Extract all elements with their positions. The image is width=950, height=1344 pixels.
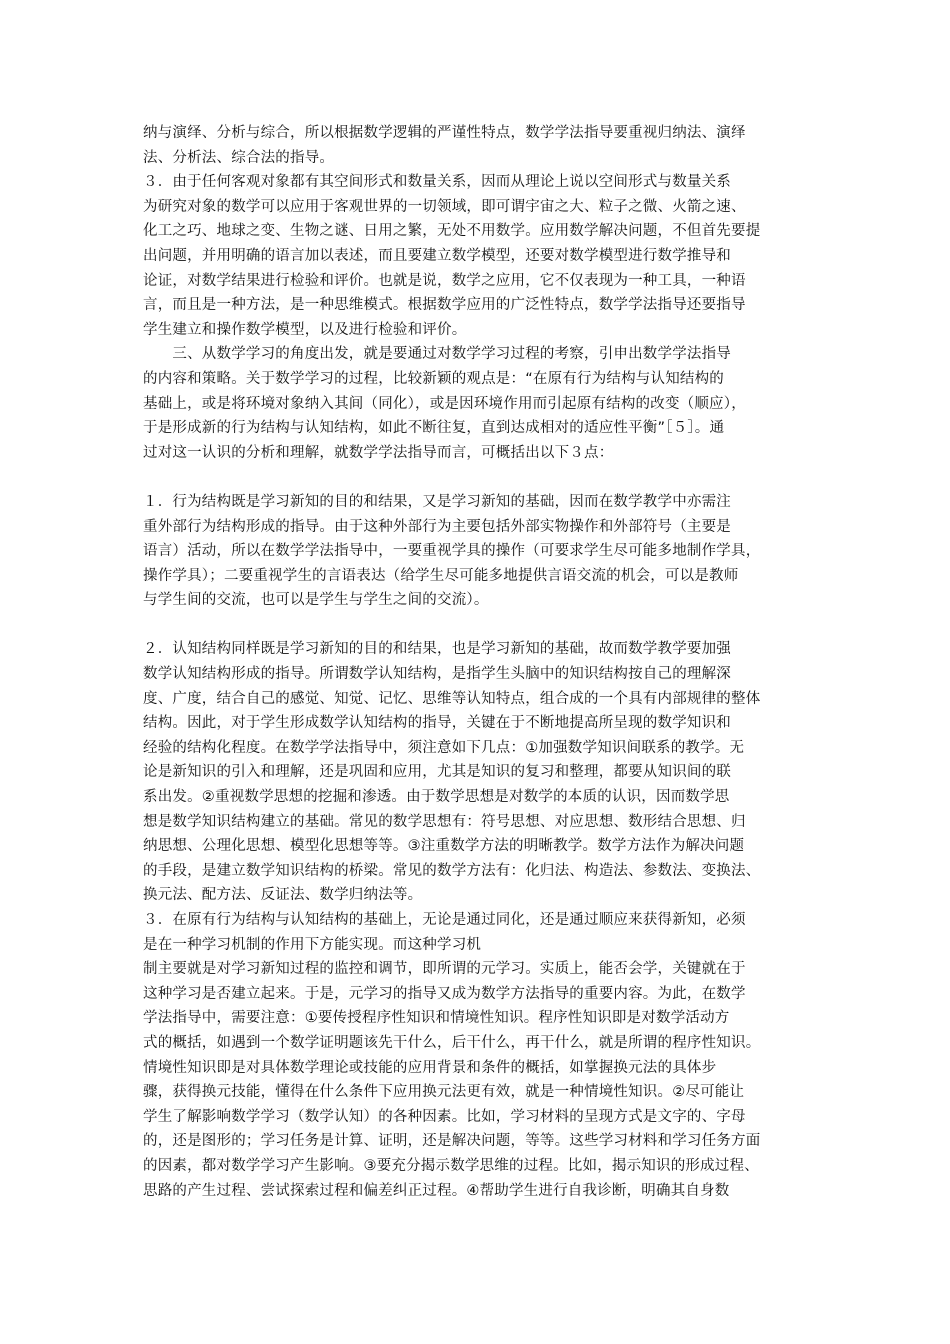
text-line: 与学生间的交流，也可以是学生与学生之间的交流）。 <box>143 592 489 609</box>
text-line: 纳思想、公理化思想、模型化思想等等。③注重数学方法的明晰教学。数学方法作为解决问题 <box>143 838 745 855</box>
text-line: 言，而且是一种方法，是一种思维模式。根据数学应用的广泛性特点，数学学法指导还要指导 <box>143 297 746 314</box>
text-line: 度、广度，结合自己的感觉、知觉、记忆、思维等认知特点，组合成的一个具有内部规律的整体 <box>143 690 761 707</box>
text-line: １．行为结构既是学习新知的目的和结果，又是学习新知的基础，因而在数学教学中亦需注 <box>143 493 731 510</box>
text-line: 的手段，是建立数学知识结构的桥梁。常见的数学方法有：化归法、构造法、参数法、变换法、 <box>143 862 761 879</box>
text-line: 情境性知识即是对具体数学理论或技能的应用背景和条件的概括，如掌握换元法的具体步 <box>143 1059 717 1076</box>
text-line: 论是新知识的引入和理解，还是巩固和应用，尤其是知识的复习和整理，都要从知识间的联 <box>143 764 731 781</box>
text-line: 换元法、配方法、反证法、数学归纳法等。 <box>143 887 423 904</box>
text-line: 结构。因此，对于学生形成数学认知结构的指导，关键在于不断地提高所呈现的数学知识和 <box>143 715 731 732</box>
text-line: 操作学具）；二要重视学生的言语表达（给学生尽可能多地提供言语交流的机会，可以是教师 <box>143 567 739 584</box>
text-line: 思路的产生过程、尝试探索过程和偏差纠正过程。④帮助学生进行自我诊断，明确其自身数 <box>143 1182 730 1199</box>
text-line: 骤，获得换元技能，懂得在什么条件下应用换元法更有效，就是一种情境性知识。②尽可能让 <box>143 1084 745 1101</box>
text-line: 基础上，或是将环境对象纳入其间（同化），或是因环境作用而引起原有结构的改变（顺应）， <box>143 395 746 412</box>
text-line: 经验的结构化程度。在数学学法指导中，须注意如下几点：①加强数学知识间联系的教学。无 <box>143 739 745 756</box>
text-line: 于是形成新的行为结构与认知结构，如此不断往复，直到达成相对的适应性平衡”［５］。通 <box>143 420 725 437</box>
text-line: 纳与演绎、分析与综合，所以根据数学逻辑的严谨性特点，数学学法指导要重视归纳法、演绎 <box>143 125 746 141</box>
document-body <box>143 121 811 1203</box>
text-line: 法、分析法、综合法的指导。 <box>143 149 335 166</box>
text-line: 系出发。②重视数学思想的挖掘和渗透。由于数学思想是对数学的本质的认识，因而数学思 <box>143 789 730 806</box>
text-line: 数学认知结构形成的指导。所谓数学认知结构，是指学生头脑中的知识结构按自己的理解深 <box>143 666 731 683</box>
text-line: 化工之巧、地球之变、生物之谜、日用之繁，无处不用数学。应用数学解决问题，不但首先要提 <box>143 223 761 240</box>
text-line: 是在一种学习机制的作用下方能实现。而这种学习机 <box>143 936 482 953</box>
text-line: 过对这一认识的分析和理解，就数学学法指导而言，可概括出以下３点： <box>143 444 614 461</box>
blank-line <box>143 613 811 638</box>
text-line: ３．在原有行为结构与认知结构的基础上，无论是通过同化，还是通过顺应来获得新知，必须 <box>143 912 746 928</box>
text-line: 的因素，都对数学学习产生影响。③要充分揭示数学思维的过程。比如，揭示知识的形成过程、 <box>143 1157 759 1174</box>
text-line: 重外部行为结构形成的指导。由于这种外部行为主要包括外部实物操作和外部符号（主要是 <box>143 518 731 535</box>
text-line: ２．认知结构同样既是学习新知的目的和结果，也是学习新知的基础，故而数学教学要加强 <box>143 641 731 658</box>
text-line: 学生建立和操作数学模型，以及进行检验和评价。 <box>143 321 467 338</box>
text-line: 论证，对数学结果进行检验和评价。也就是说，数学之应用，它不仅表现为一种工具，一种语 <box>143 272 746 289</box>
text-line: 制主要就是对学习新知过程的监控和调节，即所谓的元学习。实质上，能否会学，关键就在于 <box>143 961 746 978</box>
text-line: 学法指导中，需要注意：①要传授程序性知识和情境性知识。程序性知识即是对数学活动方 <box>143 1010 730 1027</box>
text-line: 为研究对象的数学可以应用于客观世界的一切领域，即可谓宇宙之大、粒子之微、火箭之速、 <box>143 198 746 215</box>
text-line: 三、从数学学习的角度出发，就是要通过对数学学习过程的考察，引申出数学学法指导 <box>143 346 731 363</box>
text-line: 式的概括，如遇到一个数学证明题该先干什么，后干什么，再干什么，就是所谓的程序性知识。 <box>143 1034 761 1051</box>
text-line: 学生了解影响数学学习（数学认知）的各种因素。比如，学习材料的呈现方式是文字的、字母 <box>143 1108 746 1125</box>
text-line: 这种学习是否建立起来。于是，元学习的指导又成为数学方法指导的重要内容。为此，在数学 <box>143 985 746 1002</box>
text-line: 想是数学知识结构建立的基础。常见的数学思想有：符号思想、对应思想、数形结合思想、归 <box>143 813 746 830</box>
text-line: 语言）活动，所以在数学学法指导中，一要重视学具的操作（可要求学生尽可能多地制作学具， <box>143 543 761 560</box>
text-line: 的，还是图形的；学习任务是计算、证明，还是解决问题，等等。这些学习材料和学习任务方面 <box>143 1133 761 1150</box>
blank-line <box>143 465 811 490</box>
text-line: 的内容和策略。关于数学学习的过程，比较新颖的观点是：“在原有行为结构与认知结构的 <box>143 370 725 387</box>
text-line: 出问题，并用明确的语言加以表述，而且要建立数学模型，还要对数学模型进行数学推导和 <box>143 247 731 264</box>
text-line: ３．由于任何客观对象都有其空间形式和数量关系，因而从理论上说以空间形式与数量关系 <box>143 174 731 191</box>
